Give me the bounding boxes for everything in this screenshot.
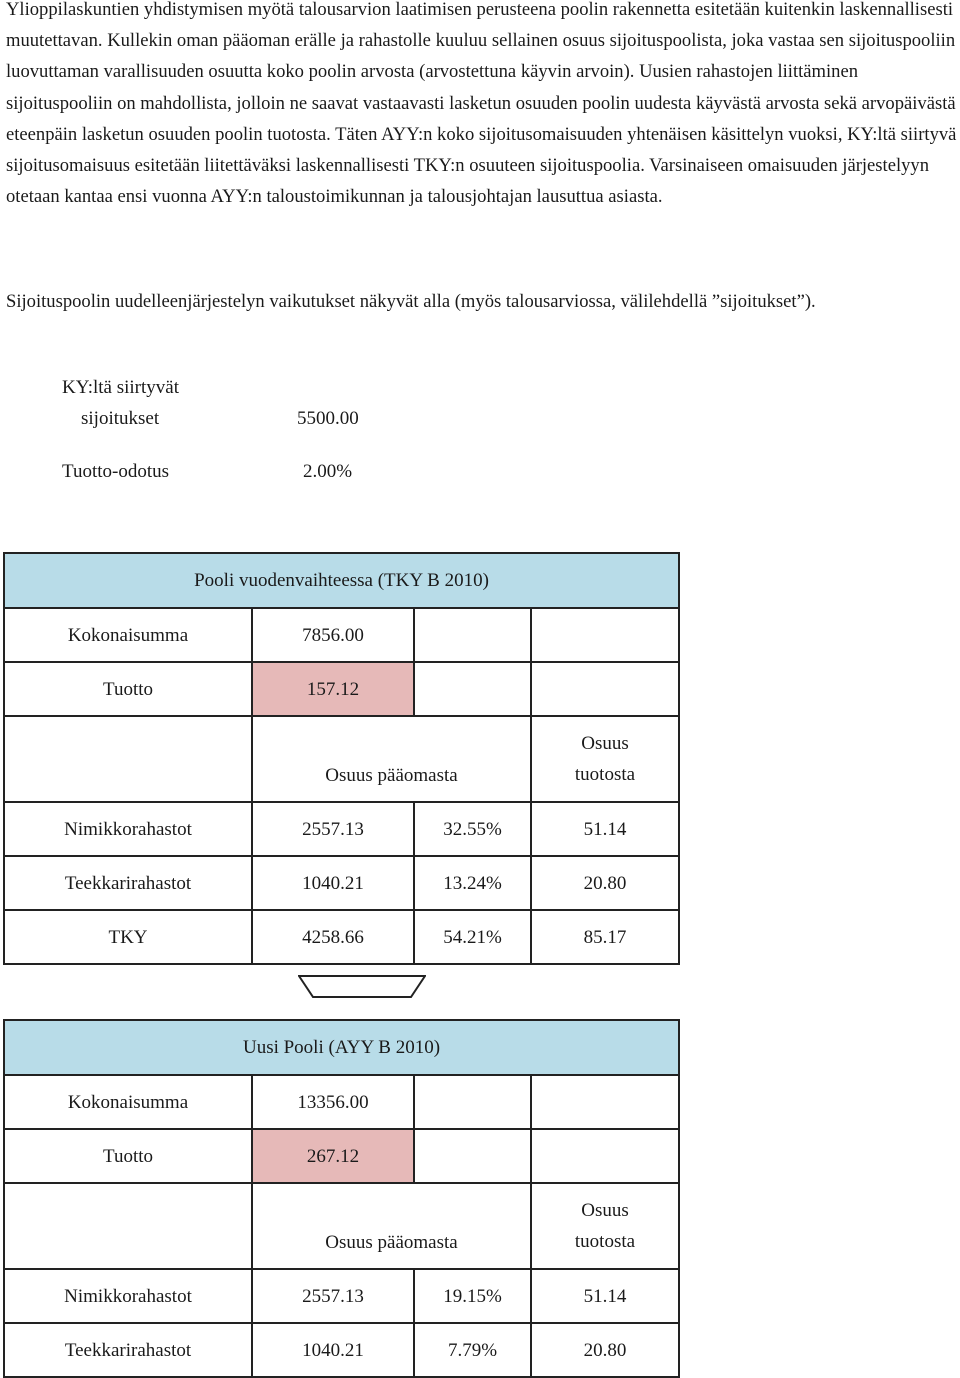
row-yield: 20.80 (531, 856, 679, 910)
new-empty-cell (531, 1075, 679, 1129)
old-yield-value: 157.12 (252, 662, 414, 716)
row-amount: 2557.13 (252, 1269, 414, 1323)
row-yield: 51.14 (531, 1269, 679, 1323)
new-yield-share-header (531, 1183, 679, 1269)
row-yield: 85.17 (531, 910, 679, 964)
table-row (4, 802, 679, 856)
row-amount: 1040.21 (252, 856, 414, 910)
table-row (4, 1323, 679, 1377)
new-capital-share-header: Osuus pääomasta (252, 1183, 531, 1269)
new-yield-share-header-line2: tuotosta (574, 1231, 636, 1252)
row-pct: 13.24% (414, 856, 531, 910)
new-empty-cell (414, 1129, 531, 1183)
old-yield-share-header (531, 716, 679, 802)
old-empty-cell (531, 662, 679, 716)
new-yield-share-header-line1: Osuus (581, 1200, 629, 1221)
new-empty-cell (531, 1129, 679, 1183)
row-name: Teekkarirahastot (4, 1323, 252, 1377)
old-pool-table (3, 552, 680, 965)
row-name: Teekkarirahastot (4, 856, 252, 910)
old-empty-cell (4, 716, 252, 802)
transfer-value: 5500.00 (297, 408, 359, 429)
new-empty-cell (414, 1075, 531, 1129)
down-arrow-icon (298, 975, 426, 999)
row-name: Nimikkorahastot (4, 802, 252, 856)
old-empty-cell (414, 608, 531, 662)
intro-paragraph: Ylioppilaskuntien yhdistymisen myötä talousarvion laatimisen perusteena poolin rakennetta esitetään kuitenkin laskennallisesti muutettavan. Kullekin oman pääoman erälle ja rahastolle kuuluu sellainen osuus sijoituspoolista, joka vastaa sen sijoituspooliin luovuttaman varallisuuden osuutta koko poolin arvosta (arvostettuna käyvin arvoin). Uusien rahastojen liittäminen sijoituspooliin on mahdollista, jolloin ne saavat vastaavasti lasketun osuuden poolin uudesta käyvästä arvosta sekä arvopäivästä eteenpäin lasketun osuuden poolin tuotosta. Täten AYY:n koko sijoitusomaisuuden yhtenäisen käsittelyn vuoksi, KY:ltä siirtyvä sijoitusomaisuus esitetään liitettäväksi laskennallisesti TKY:n osuuteen sijoituspoolia. Varsinaiseen omaisuuden järjestelyyn otetaan kantaa ensi vuonna AYY:n taloustoimikunnan ja talousjohtajan lausuttua asiasta. (6, 0, 957, 208)
new-total-value: 13356.00 (252, 1075, 414, 1129)
row-amount: 1040.21 (252, 1323, 414, 1377)
table-row (4, 856, 679, 910)
table-row (4, 910, 679, 964)
new-yield-value: 267.12 (252, 1129, 414, 1183)
new-pool-table (3, 1019, 680, 1378)
row-name: TKY (4, 910, 252, 964)
row-amount: 4258.66 (252, 910, 414, 964)
old-yield-label: Tuotto (4, 662, 252, 716)
row-name: Nimikkorahastot (4, 1269, 252, 1323)
row-yield: 20.80 (531, 1323, 679, 1377)
old-empty-cell (414, 662, 531, 716)
old-total-label: Kokonaisumma (4, 608, 252, 662)
table-row (4, 1269, 679, 1323)
old-total-value: 7856.00 (252, 608, 414, 662)
old-yield-share-header-line1: Osuus (581, 733, 629, 754)
transfer-label-line1: KY:ltä siirtyvät (62, 377, 179, 398)
yield-expectation-label: Tuotto-odotus (62, 461, 169, 482)
old-yield-share-header-line2: tuotosta (574, 764, 636, 785)
row-pct: 7.79% (414, 1323, 531, 1377)
yield-expectation-value: 2.00% (303, 461, 353, 482)
row-pct: 19.15% (414, 1269, 531, 1323)
row-pct: 54.21% (414, 910, 531, 964)
old-capital-share-header: Osuus pääomasta (252, 716, 531, 802)
old-pool-title: Pooli vuodenvaihteessa (TKY B 2010) (4, 553, 679, 608)
new-total-label: Kokonaisumma (4, 1075, 252, 1129)
row-yield: 51.14 (531, 802, 679, 856)
new-pool-title: Uusi Pooli (AYY B 2010) (4, 1020, 679, 1075)
new-empty-cell (4, 1183, 252, 1269)
effects-paragraph: Sijoituspoolin uudelleenjärjestelyn vaikutukset näkyvät alla (myös talousarviossa, välilehdellä ”sijoitukset”). (6, 291, 816, 312)
transfer-label-line2: sijoitukset (81, 408, 160, 429)
new-yield-label: Tuotto (4, 1129, 252, 1183)
row-pct: 32.55% (414, 802, 531, 856)
old-empty-cell (531, 608, 679, 662)
row-amount: 2557.13 (252, 802, 414, 856)
